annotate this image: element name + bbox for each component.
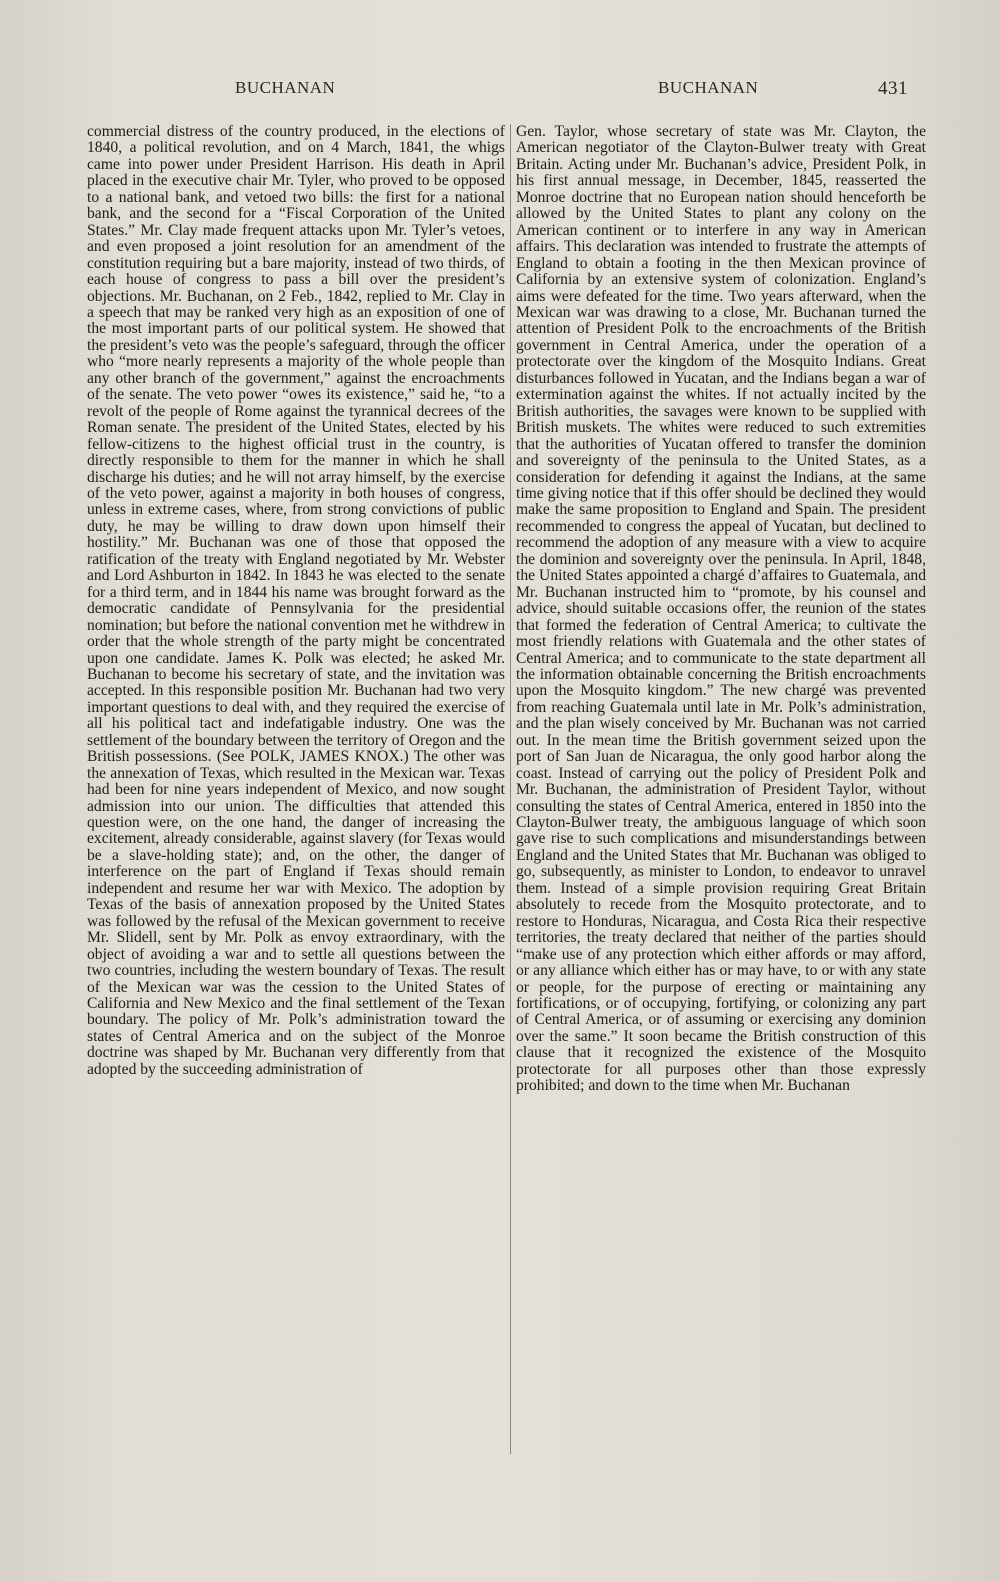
running-head-right: BUCHANAN — [658, 78, 759, 97]
left-column — [87, 124, 505, 1078]
left-column-text: commercial distress of the country produced, in the elections of 1840, a political revolution, and on 4 March, 1841, the whigs came into power under President Harrison. His death in April placed in the executive chair Mr. Tyler, who proved to be opposed to a national bank, and vetoed two bills: the first for a national bank, and the second for a “Fiscal Corporation of the United States.” Mr. Clay made frequent attacks upon Mr. Tyler’s vetoes, and even proposed a joint resolution for an amendment of the constitution requiring but a bare majority, instead of two thirds, of each house of congress to pass a bill over the president’s objections. Mr. Buchanan, on 2 Feb., 1842, replied to Mr. Clay in a speech that may be ranked very high as an exposition of one of the most important parts of our political system. He showed that the president’s veto was the people’s safeguard, through the officer who “more nearly represents a majority of the whole people than any other branch of the government,” against the encroachments of the senate. The veto power “owes its existence,” said he, “to a revolt of the people of Rome against the tyrannical decrees of the Roman senate. The president of the United States, elected by his fellow-citizens to the highest official trust in the country, is directly responsible to them for the manner in which he shall discharge his duties; and he will not array himself, by the exercise of the veto power, against a majority in both houses of congress, unless in extreme cases, where, from strong convictions of public duty, he may be willing to draw down upon himself their hostility.” Mr. Buchanan was one of those that opposed the ratification of the treaty with England negotiated by Mr. Webster and Lord Ashburton in 1842. In 1843 he was elected to the senate for a third term, and in 1844 his name was brought forward as the democratic candidate of Pennsylvania for the presidential nomination; but before the national convention met he withdrew in order that the whole strength of the party might be concentrated upon one candidate. James K. Polk was elected; he asked Mr. Buchanan to become his secretary of state, and the invitation was accepted. In this responsible position Mr. Buchanan had two very important questions to deal with, and they required the exercise of all his political tact and indefatigable industry. One was the settlement of the boundary between the territory of Oregon and the British possessions. (See POLK, JAMES KNOX.) The other was the annexation of Texas, which resulted in the Mexican war. Texas had been for nine years independent of Mexico, and now sought admission into our union. The difficulties that attended this question were, on the one hand, the danger of increasing the excitement, already considerable, against slavery (for Texas would be a slave-holding state); and, on the other, the danger of interference on the part of England if Texas should remain independent and resume her war with Mexico. The adoption by Texas of the basis of annexation proposed by the United States was followed by the refusal of the Mexican government to receive Mr. Slidell, sent by Mr. Polk as envoy extraordinary, with the object of avoiding a war and to settle all questions between the two countries, including the western boundary of Texas. The result of the Mexican war was the cession to the United States of California and New Mexico and the final settlement of the Texan boundary. The policy of Mr. Polk’s administration toward the states of Central America and on the subject of the Monroe doctrine was shaped by Mr. Buchanan very differently from that adopted by the succeeding administration of — [87, 123, 505, 1078]
right-column-text: Gen. Taylor, whose secretary of state was Mr. Clayton, the American negotiator of the Clayton-Bulwer treaty with Great Britain. Acting under Mr. Buchanan’s advice, President Polk, in his first annual message, in December, 1845, reasserted the Monroe doctrine that no European nation should henceforth be allowed by the United States to plant any colony on the American continent or to interfere in any way in American affairs. This declaration was intended to frustrate the attempts of England to obtain a footing in the then Mexican province of California by an extensive system of colonization. England’s aims were defeated for the time. Two years afterward, when the Mexican war was drawing to a close, Mr. Buchanan turned the attention of President Polk to the encroachments of the British government in Central America, under the operation of a protectorate over the kingdom of the Mosquito Indians. Great disturbances followed in Yucatan, and the Indians began a war of extermination against the whites. If not actually incited by the British authorities, the savages were known to be supplied with British muskets. The whites were reduced to such extremities that the authorities of Yucatan offered to transfer the dominion and sovereignty of the peninsula to the United States, as a consideration for defending it against the Indians, at the same time giving notice that if this offer should be declined they would make the same proposition to England and Spain. The president recommended to congress the appeal of Yucatan, but declined to recommend the adoption of any measure with a view to acquire the dominion and sovereignty over the peninsula. In April, 1848, the United States appointed a chargé d’affaires to Guatemala, and Mr. Buchanan instructed him to “promote, by his counsel and advice, should suitable occasions offer, the reunion of the states that formed the federation of Central America; to cultivate the most friendly relations with Guatemala and the other states of Central America; and to communicate to the state department all the information obtainable concerning the British encroachments upon the Mosquito kingdom.” The new chargé was prevented from reaching Guatemala until late in Mr. Polk’s administration, and the plan wisely conceived by Mr. Buchanan was not carried out. In the mean time the British government seized upon the port of San Juan de Nicaragua, the only good harbor along the coast. Instead of carrying out the policy of President Polk and Mr. Buchanan, the administration of President Taylor, without consulting the states of Central America, entered in 1850 into the Clayton-Bulwer treaty, the ambiguous language of which soon gave rise to such complications and misunderstandings between England and the United States that Mr. Buchanan was obliged to go, subsequently, as minister to London, to endeavor to unravel them. Instead of a simple provision requiring Great Britain absolutely to recede from the Mosquito protectorate, and to restore to Honduras, Nicaragua, and Costa Rica their respective territories, the treaty declared that neither of the parties should “make use of any protection which either affords or may afford, or any alliance which either has or may have, to or with any state or people, for the purpose of erecting or maintaining any fortifications, or of occupying, fortifying, or colonizing any part of Central America, or of assuming or exercising any dominion over the same.” It soon became the British construction of this clause that it recognized the existence of the Mosquito protectorate for all purposes other than those expressly prohibited; and down to the time when Mr. Buchanan — [516, 123, 926, 1095]
right-column — [516, 124, 926, 1095]
running-head — [0, 78, 1000, 102]
column-divider — [510, 124, 511, 1454]
page-number: 431 — [878, 78, 908, 99]
running-head-left: BUCHANAN — [235, 78, 336, 97]
